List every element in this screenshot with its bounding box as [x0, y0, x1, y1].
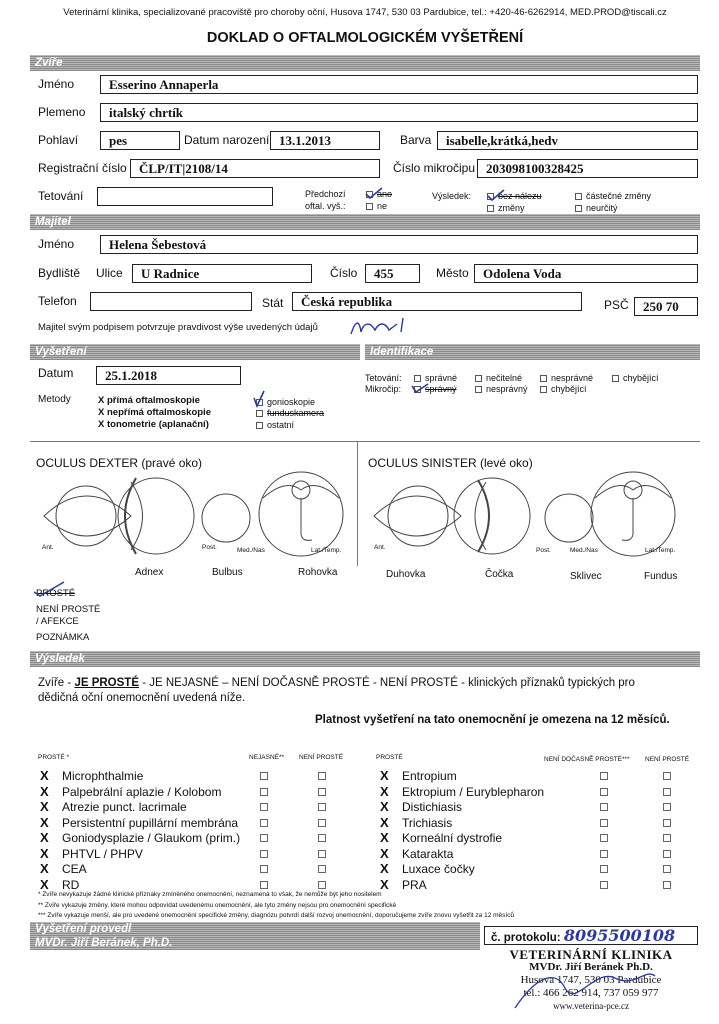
left-col-free: PROSTÉ * — [38, 754, 70, 761]
status-checkbox[interactable] — [260, 834, 268, 842]
status-checkbox[interactable] — [260, 772, 268, 780]
res-partial-label: částečné změny — [586, 191, 652, 201]
status-checkbox[interactable] — [663, 819, 671, 827]
res-unknown-label: neurčitý — [586, 203, 618, 213]
os-med-label: Med./Nas — [570, 547, 598, 554]
checkbox-icon — [540, 375, 547, 382]
stamp-line-5: www.veterina-pce.cz — [553, 1001, 629, 1011]
prev-yes-label: ano — [377, 189, 393, 199]
right-col-not-free: NENÍ PROSTÉ — [645, 756, 690, 763]
status-checkbox[interactable] — [600, 788, 608, 796]
disease-name: Goniodysplazie / Glaukom (prim.) — [62, 831, 241, 845]
result-statement — [38, 677, 700, 689]
status-checkbox[interactable] — [260, 865, 268, 873]
section-owner: Majitel — [30, 214, 700, 230]
stamp-line-3: Husova 1747, 530 03 Pardubice — [520, 974, 662, 986]
disease-name: Entropium — [402, 769, 457, 783]
color-label: Barva — [400, 133, 432, 147]
city-field[interactable]: Odolena Voda — [474, 264, 698, 283]
row-affection: / AFEKCE — [36, 616, 79, 627]
state-label: Stát — [262, 296, 284, 310]
free-mark: X — [380, 799, 389, 814]
col-bulbus: Bulbus — [212, 567, 243, 578]
free-mark: X — [40, 768, 49, 783]
method-5[interactable] — [256, 408, 324, 418]
status-checkbox[interactable] — [318, 819, 326, 827]
result-line2: dědičná oční onemocnění uvedená níže. — [38, 692, 246, 704]
status-checkbox[interactable] — [663, 865, 671, 873]
section-result: Výsledek — [30, 651, 700, 667]
res-partial-option[interactable] — [575, 191, 651, 201]
disease-name: Atrezie punct. lacrimale — [62, 800, 187, 814]
stamp-line-4: tel.: 466 262 914, 737 059 977 — [523, 987, 659, 999]
method-3-label: tonometrie (aplanační) — [106, 419, 209, 430]
prev-exam-label-2: oftal. vyš.: — [305, 201, 346, 211]
method-1-label: přímá oftalmoskopie — [106, 395, 200, 406]
res-changes-option[interactable] — [487, 203, 525, 213]
validity-note: Platnost vyšetření na tato onemocnění je omezena na 12 měsíců. — [315, 714, 670, 726]
section-identification: Identifikace — [365, 344, 700, 360]
od-ant-label: Ant. — [42, 544, 54, 551]
status-checkbox[interactable] — [663, 881, 671, 889]
owner-name-field[interactable]: Helena Šebestová — [100, 235, 698, 254]
reg-field[interactable]: ČLP/IT|2108/14 — [130, 159, 380, 178]
prev-no-label: ne — [377, 201, 388, 211]
footnote-1: * Zvíře nevykazuje žádné klinické příznaky zmíněného onemocnění, neznamená to však, že nemůže být jeho nositelem — [38, 891, 382, 898]
status-checkbox[interactable] — [663, 788, 671, 796]
ident-c3[interactable] — [540, 384, 587, 394]
method-2 — [98, 407, 211, 418]
free-mark: X — [380, 830, 389, 845]
free-mark: X — [40, 845, 49, 861]
phone-label: Telefon — [38, 294, 77, 308]
prev-no-option[interactable] — [366, 201, 387, 211]
res-unknown-option[interactable] — [575, 203, 618, 213]
result-pre: Zvíře - — [38, 677, 72, 689]
od-post-label: Post. — [202, 544, 217, 551]
status-checkbox[interactable] — [663, 803, 671, 811]
chip-label: Číslo mikročipu — [393, 161, 476, 175]
col-cocka: Čočka — [485, 569, 514, 580]
method-4-label: gonioskopie — [267, 397, 316, 407]
protocol-label: č. protokolu: — [491, 932, 561, 944]
owner-confirmation: Majitel svým podpisem potvrzuje pravdivost výše uvedených údajů — [38, 322, 318, 333]
status-checkbox[interactable] — [260, 819, 268, 827]
status-checkbox[interactable] — [260, 881, 268, 889]
ident-t4-label: chybějící — [623, 373, 659, 383]
section-exam: Vyšetření — [30, 344, 360, 360]
free-mark: X — [40, 799, 49, 814]
disease-name: Microphthalmie — [62, 769, 144, 783]
col-sklivec: Sklivec — [570, 571, 602, 582]
method-5-label: funduskamera — [267, 408, 325, 418]
result-post: - JE NEJASNÉ – NENÍ DOČASNĚ PROSTÉ - NENÍ PROSTÉ - klinických příznaků typických pro — [142, 677, 635, 689]
checkbox-icon — [487, 205, 494, 212]
exam-date-label: Datum — [38, 366, 74, 380]
os-eye-diagram — [366, 468, 686, 563]
stamp-line-1: VETERINÁRNÍ KLINIKA — [509, 947, 673, 962]
res-none-label: bez nálezu — [498, 191, 542, 201]
ident-c1-label: správný — [425, 384, 457, 394]
breed-label: Plemeno — [38, 105, 86, 119]
status-checkbox[interactable] — [600, 834, 608, 842]
disease-name: PRA — [402, 877, 427, 892]
ident-c2-label: nesprávný — [486, 384, 528, 394]
status-checkbox[interactable] — [318, 788, 326, 796]
status-checkbox[interactable] — [318, 834, 326, 842]
disease-name: Katarakta — [402, 846, 454, 861]
method-6-label: ostatní — [267, 420, 295, 430]
status-checkbox[interactable] — [663, 850, 671, 858]
exam-date-field[interactable]: 25.1.2018 — [96, 366, 241, 385]
result-free: JE PROSTÉ — [74, 677, 139, 689]
checkmark-icon — [486, 188, 506, 202]
tattoo-label: Tetování — [38, 189, 84, 203]
checkbox-icon — [256, 410, 263, 417]
od-title: OCULUS DEXTER (pravé oko) — [36, 456, 203, 470]
col-adnex: Adnex — [135, 567, 164, 578]
checkbox-icon — [575, 205, 582, 212]
ident-tattoo-label: Tetování: — [365, 373, 402, 383]
eye-divider — [357, 441, 358, 566]
street-label: Ulice — [96, 266, 123, 280]
disease-name: Ektropium / Euryblepharon — [402, 784, 545, 799]
section-performed-by: Vyšetření provedl — [30, 922, 480, 936]
ident-t3-label: nesprávné — [551, 373, 594, 383]
method-3-mark: X — [98, 419, 105, 430]
city-label: Město — [436, 266, 469, 280]
checkbox-icon — [475, 375, 482, 382]
col-duhovka: Duhovka — [386, 569, 426, 580]
free-mark: X — [380, 768, 389, 783]
od-med-label: Med./Nas — [237, 547, 265, 554]
free-mark: X — [40, 830, 49, 845]
vet-name: MVDr. Jiří Beránek, Ph.D. — [30, 936, 480, 950]
free-mark: X — [380, 783, 389, 799]
sex-field[interactable]: pes — [100, 131, 180, 150]
number-label: Číslo — [330, 266, 358, 280]
ident-c2[interactable] — [475, 384, 528, 394]
free-mark: X — [40, 876, 49, 892]
address-label: Bydliště — [38, 266, 81, 280]
ident-t2-label: nečitelné — [486, 373, 523, 383]
ident-t1-label: správné — [425, 373, 458, 383]
tattoo-field[interactable] — [97, 187, 273, 206]
free-mark: X — [40, 861, 49, 876]
section-animal: Zvíře — [30, 55, 700, 71]
ident-t2[interactable] — [475, 373, 522, 383]
checkbox-icon — [366, 203, 373, 210]
os-ant-label: Ant. — [374, 544, 386, 551]
document-title: DOKLAD O OFTALMOLOGICKÉM VYŠETŘENÍ — [206, 30, 524, 46]
status-checkbox[interactable] — [600, 850, 608, 858]
ident-t4[interactable] — [612, 373, 659, 383]
checkbox-icon — [475, 386, 482, 393]
method-1 — [98, 395, 200, 406]
disease-name: CEA — [62, 862, 87, 876]
ident-chip-label: Mikročip: — [365, 384, 402, 394]
status-checkbox[interactable] — [260, 850, 268, 858]
status-checkbox[interactable] — [663, 772, 671, 780]
protocol-number: 8095500108 — [563, 926, 676, 945]
status-checkbox[interactable] — [600, 881, 608, 889]
owner-signature — [345, 314, 415, 340]
prev-exam-label-1: Předchozí — [305, 189, 346, 199]
od-eye-diagram — [36, 468, 356, 563]
os-title: OCULUS SINISTER (levé oko) — [368, 456, 533, 470]
status-checkbox[interactable] — [663, 834, 671, 842]
checkmark-icon — [364, 186, 384, 200]
od-lat-label: Lat./Temp. — [311, 547, 342, 554]
row-free: PROSTÉ — [36, 588, 76, 599]
checkbox-icon — [612, 375, 619, 382]
method-6[interactable] — [256, 420, 294, 430]
result-label: Výsledek: — [432, 191, 472, 201]
row-not-free: NENÍ PROSTÉ — [36, 604, 101, 615]
status-checkbox[interactable] — [318, 803, 326, 811]
chip-field[interactable]: 203098100328425 — [477, 159, 698, 178]
breed-field[interactable]: italský chrtík — [100, 103, 698, 122]
protocol-box — [484, 926, 698, 945]
stamp-line-2: MVDr. Jiří Beránek Ph.D. — [529, 961, 653, 973]
col-fundus: Fundus — [644, 571, 678, 582]
disease-name: Trichiasis — [402, 815, 453, 830]
free-mark: X — [380, 861, 389, 876]
status-checkbox[interactable] — [600, 772, 608, 780]
ident-t3[interactable] — [540, 373, 593, 383]
number-field[interactable]: 455 — [365, 264, 420, 283]
os-post-label: Post. — [536, 547, 551, 554]
status-checkbox[interactable] — [600, 819, 608, 827]
state-field[interactable]: Česká republika — [292, 292, 582, 311]
col-rohovka: Rohovka — [298, 567, 338, 578]
method-2-label: nepřímá oftalmoskopie — [106, 407, 211, 418]
dob-field[interactable]: 13.1.2013 — [270, 131, 380, 150]
checkbox-icon — [575, 193, 582, 200]
disease-name: Luxace čočky — [402, 862, 475, 876]
status-checkbox[interactable] — [318, 850, 326, 858]
right-col-free: PROSTÉ — [376, 754, 403, 761]
zip-field[interactable]: 250 70 — [634, 297, 698, 316]
disease-name: Persistentní pupillární membrána — [62, 815, 239, 830]
status-checkbox[interactable] — [318, 881, 326, 889]
free-mark: X — [380, 876, 389, 892]
os-lat-label: Lat./Temp. — [645, 547, 676, 554]
phone-field[interactable] — [90, 292, 252, 311]
street-field[interactable]: U Radnice — [132, 264, 312, 283]
status-checkbox[interactable] — [318, 772, 326, 780]
method-3 — [98, 419, 209, 430]
free-mark: X — [40, 814, 49, 830]
status-checkbox[interactable] — [260, 803, 268, 811]
status-checkbox[interactable] — [260, 788, 268, 796]
disease-name: RD — [62, 877, 80, 892]
disease-name: PHTVL / PHPV — [62, 846, 143, 861]
footnote-3: *** Zvíře vykazuje menší, ale pro uvedené onemocnění specifické změny, diagnózu potvrdí další rozvoj onemocnění, doporučujeme zvíře znovu vyšetřit za 12 měsíců — [38, 912, 515, 919]
left-col-not-free: NENÍ PROSTÉ — [299, 754, 344, 761]
color-field[interactable]: isabelle,krátká,hedv — [437, 131, 698, 150]
zip-label: PSČ — [604, 298, 629, 312]
reg-label: Registrační číslo — [38, 161, 127, 175]
ident-c3-label: chybějící — [551, 384, 587, 394]
status-checkbox[interactable] — [600, 803, 608, 811]
animal-name-field[interactable]: Esserino Annaperla — [100, 75, 698, 94]
disease-name: Distichiasis — [402, 800, 463, 814]
header-line: Veterinární klinika, specializované pracoviště pro choroby oční, Husova 1747, 530 03 Pardubice, tel.: +420-46-6262914, MED.PROD@tiscali.cz — [63, 7, 667, 18]
method-2-mark: X — [98, 407, 105, 418]
checkmark-icon — [252, 390, 266, 408]
footnote-2: ** Zvíře vykazuje změny, které mohou odpovídat uvedenému onemocnění, ale tyto změny nejsou pro onemocnění specifické — [38, 902, 397, 909]
dob-label: Datum narození — [184, 133, 270, 147]
free-mark: X — [380, 814, 389, 830]
status-checkbox[interactable] — [600, 865, 608, 873]
row-note: POZNÁMKA — [36, 632, 90, 643]
checkbox-icon — [540, 386, 547, 393]
status-checkbox[interactable] — [318, 865, 326, 873]
free-mark: X — [40, 783, 49, 799]
res-changes-label: změny — [498, 203, 525, 213]
disease-name: Palpebrální aplazie / Kolobom — [62, 784, 222, 799]
left-col-unclear: NEJASNÉ** — [249, 754, 285, 761]
checkmark-icon — [32, 580, 68, 598]
name-label: Jméno — [38, 77, 75, 91]
method-1-mark: X — [98, 395, 105, 406]
free-mark: X — [380, 845, 389, 861]
methods-label: Metody — [38, 394, 71, 405]
disease-name: Korneální dystrofie — [402, 831, 503, 845]
owner-name-label: Jméno — [38, 237, 75, 251]
checkbox-icon — [256, 422, 263, 429]
checkmark-icon — [410, 380, 430, 394]
sex-label: Pohlaví — [38, 133, 79, 147]
right-col-temp: NENÍ DOČASNĚ PROSTÉ*** — [544, 756, 630, 763]
vet-signature — [505, 958, 665, 1018]
